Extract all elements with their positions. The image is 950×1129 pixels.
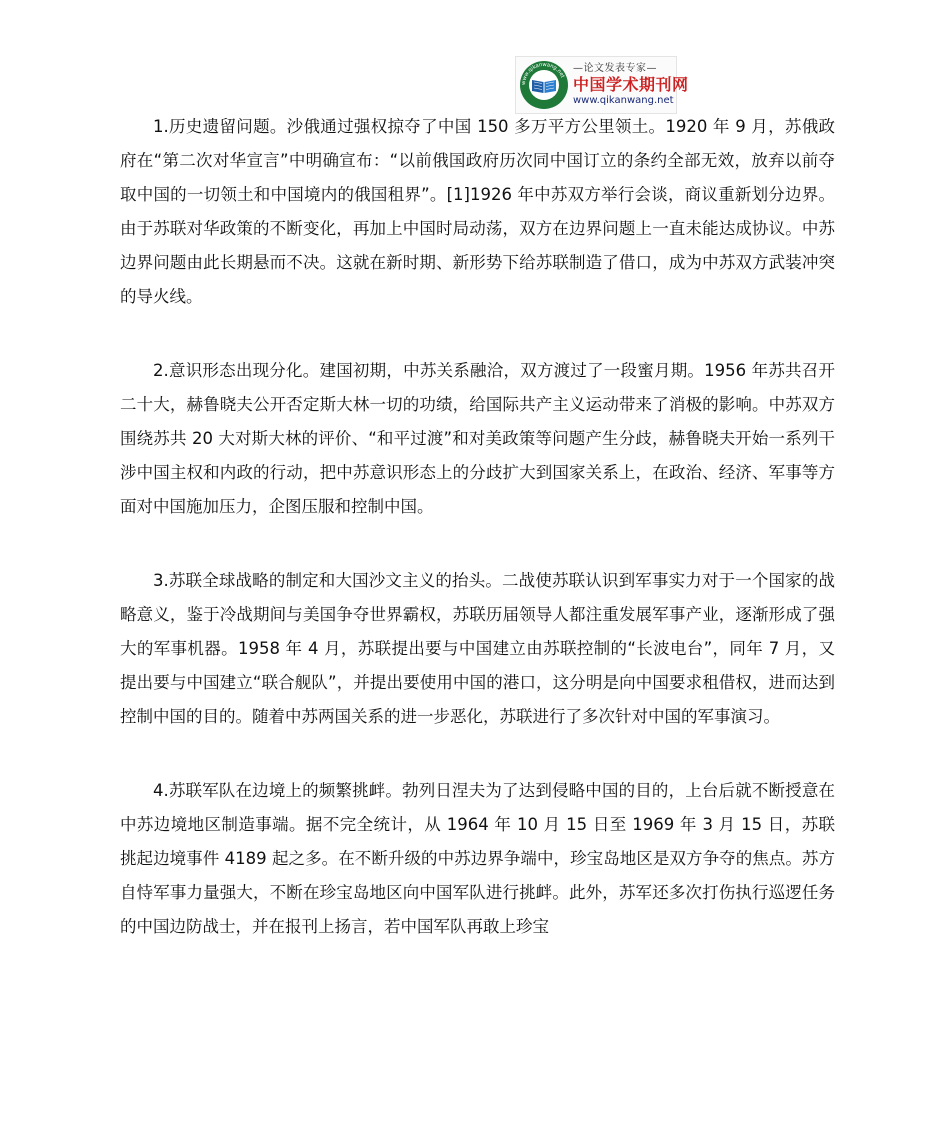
logo-ring-text: www.qikanwang.net: [520, 61, 566, 86]
paragraph-ideology: 2.意识形态出现分化。建国初期，中苏关系融洽，双方渡过了一段蜜月期。1956 年苏共召开二十大，赫鲁晓夫公开否定斯大林一切的功绩，给国际共产主义运动带来了消极的影响。中苏双方围绕苏共 20 大对斯大林的评价、“和平过渡”和对美政策等问题产生分歧，赫鲁晓夫开始一系列干涉中国主权和内政的行动，把中苏意识形态上的分歧扩大到国家关系上，在政治、经济、军事等方面对中国施加压力，企图压服和控制中国。: [120, 361, 835, 516]
logo-name: 中国学术期刊网: [573, 75, 689, 94]
logo-seal-icon: [519, 60, 569, 110]
logo-url: www.qikanwang.net: [573, 95, 674, 106]
document-body: [120, 110, 835, 984]
paragraph-global-strategy: 3.苏联全球战略的制定和大国沙文主义的抬头。二战使苏联认识到军事实力对于一个国家的战略意义，鉴于冷战期间与美国争夺世界霸权，苏联历届领导人都注重发展军事产业，逐渐形成了强大的军事机器。1958 年 4 月，苏联提出要与中国建立由苏联控制的“长波电台”，同年 7 月，又提出要与中国建立“联合舰队”，并提出要使用中国的港口，这分明是向中国要求租借权，进而达到控制中国的目的。随着中苏两国关系的进一步恶化，苏联进行了多次针对中国的军事演习。: [120, 571, 835, 726]
paragraph-historical-issues: 1.历史遗留问题。沙俄通过强权掠夺了中国 150 多万平方公里领土。1920 年 9 月，苏俄政府在“第二次对华宣言”中明确宣布：“以前俄国政府历次同中国订立的条约全部无效，放弃以前夺取中国的一切领土和中国境内的俄国租界”。[1]1926 年中苏双方举行会谈，商议重新划分边界。由于苏联对华政策的不断变化，再加上中国时局动荡，双方在边界问题上一直未能达成协议。中苏边界问题由此长期悬而不决。这就在新时期、新形势下给苏联制造了借口，成为中苏双方武装冲突的导火线。: [120, 117, 835, 306]
site-logo: [515, 56, 689, 114]
logo-slogan: —论文发表专家—: [573, 63, 657, 74]
paragraph-border-provocations: 4.苏联军队在边境上的频繁挑衅。勃列日涅夫为了达到侵略中国的目的，上台后就不断授意在中苏边境地区制造事端。据不完全统计，从 1964 年 10 月 15 日至 1969 年 3 月 15 日，苏联挑起边境事件 4189 起之多。在不断升级的中苏边界争端中，珍宝岛地区是双方争夺的焦点。苏方自恃军事力量强大，不断在珍宝岛地区向中国军队进行挑衅。此外，苏军还多次打伤执行巡逻任务的中国边防战士，并在报刊上扬言，若中国军队再敢上珍宝: [120, 781, 835, 936]
